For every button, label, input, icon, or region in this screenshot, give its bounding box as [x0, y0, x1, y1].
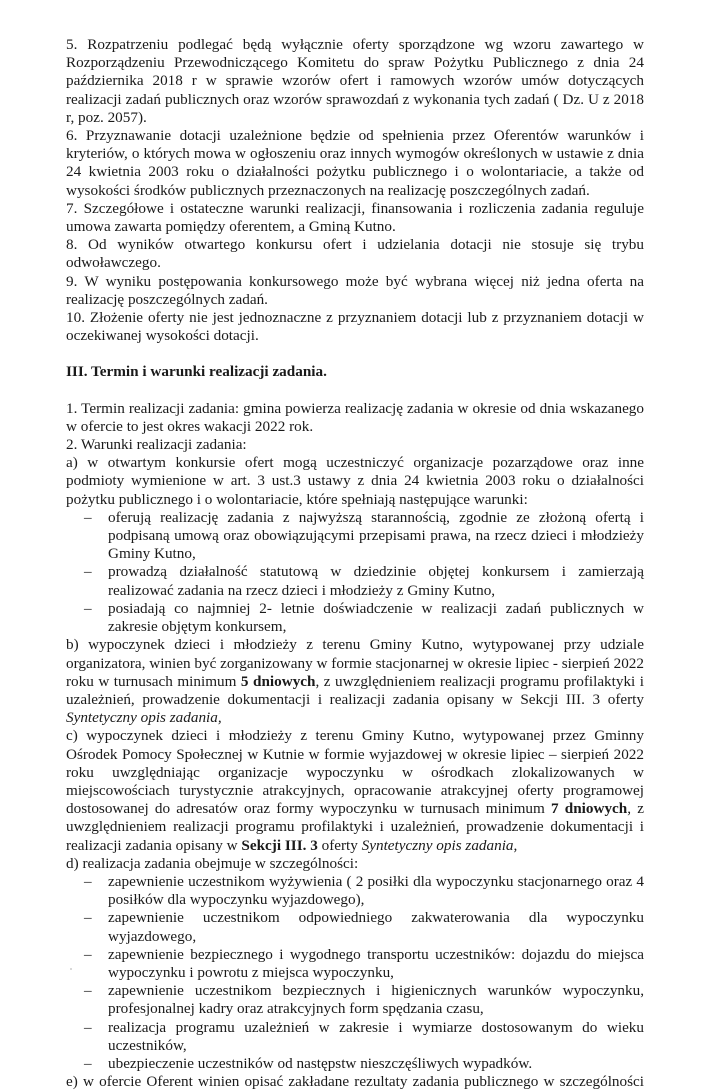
paragraph-9: 9. W wyniku postępowania konkursowego może być wybrana więcej niż jedna oferta na realizację poszczególnych zadań. [66, 272, 644, 308]
paragraph-6: 6. Przyznawanie dotacji uzależnione będzie od spełnienia przez Oferentów warunków i kryteriów, o których mowa w ogłoszeniu oraz innych wymogów określonych w ustawie z dnia 24 kwietnia 2003 roku o działalności pożytku publicznego i o wolontariacie, a także od wysokości środków publicznych przeznaczonych na realizację poszczególnych zadań. [66, 127, 644, 199]
section-heading: III. Termin i warunki realizacji zadania. [66, 363, 327, 381]
paragraph-b: b) wypoczynek dzieci i młodzieży z terenu Gminy Kutno, wytypowanej przy udziale organizatora, winien być zorganizowany w formie stacjonarnej w okresie lipiec - sierpień 2022 roku w turnusach minimum 5 dniowych, z uwzględnieniem realizacji programu profilaktyki i uzależnień, prowadzenie dokumentacji i realizacji zadania opisany w Sekcji III. 3 oferty Syntetyczny opis zadania, [66, 636, 644, 727]
dash-bullet-icon: – [84, 945, 92, 963]
dash-bullet-icon: – [84, 982, 92, 1000]
paragraph-8: 8. Od wyników otwartego konkursu ofert i udzielania dotacji nie stosuje się trybu odwoławczego. [66, 236, 644, 272]
list-d [66, 873, 644, 1073]
list-item: – posiadają co najmniej 2- letnie doświadczenie w realizacji zadań publicznych w zakresie objętym konkursem, [84, 599, 644, 636]
dash-bullet-icon: – [84, 508, 92, 526]
dash-bullet-icon: – [84, 1018, 92, 1036]
list-item: – zapewnienie uczestnikom odpowiedniego zakwaterowania dla wypoczynku wyjazdowego, [84, 909, 644, 945]
dash-bullet-icon: – [84, 872, 92, 890]
list-item: – ubezpieczenie uczestników od następstw nieszczęśliwych wypadków. [84, 1054, 533, 1072]
list-item: – prowadzą działalność statutową w dziedzinie objętej konkursem i zamierzają realizować zadania na rzecz dzieci i młodzieży z Gminy Kutno, [84, 563, 644, 599]
paragraph-5: 5. Rozpatrzeniu podlegać będą wyłącznie oferty sporządzone wg wzoru zawartego w Rozporządzeniu Przewodniczącego Komitetu do spraw Pożytku Publicznego z dnia 24 października 2018 r w sprawie wzorów ofert i ramowych wzorów umów dotyczących realizacji zadań publicznych oraz wzorów sprawozdań z wykonania tych zadań ( Dz. U z 2018 r, poz. 2057). [66, 36, 644, 126]
list-item: – realizacja programu uzależnień w zakresie i wymiarze dostosowanym do wieku uczestników, [84, 1018, 644, 1054]
spacer [66, 382, 644, 400]
paragraph-term: 1. Termin realizacji zadania: gmina powierza realizację zadania w okresie od dnia wskazanego w ofercie to jest okres wakacji 2022 rok. [66, 399, 644, 435]
dash-bullet-icon: – [84, 909, 92, 927]
paragraph-conditions: 2. Warunki realizacji zadania: [66, 436, 247, 454]
list-item: – zapewnienie uczestnikom bezpiecznych i higienicznych warunków wypoczynku, profesjonalnej kadry oraz atrakcyjnych form spędzania czasu, [84, 982, 644, 1018]
paragraph-10: 10. Złożenie oferty nie jest jednoznaczne z przyznaniem dotacji lub z przyznaniem dotacji w oczekiwanej wysokości dotacji. [66, 309, 644, 345]
paragraph-d-intro: d) realizacja zadania obejmuje w szczególności: [66, 854, 359, 872]
list-item: – zapewnienie uczestnikom wyżywienia ( 2 posiłki dla wypoczynku stacjonarnego oraz 4 posiłków dla wypoczynku wyjazdowego), [84, 872, 644, 909]
document-page [66, 36, 644, 1091]
paragraph-7: 7. Szczegółowe i ostateczne warunki realizacji, finansowania i rozliczenia zadania reguluje umowa zawarta pomiędzy oferentem, a Gminą Kutno. [66, 199, 644, 236]
paragraph-a-intro: a) w otwartym konkursie ofert mogą uczestniczyć organizacje pozarządowe oraz inne podmioty wymienione w art. 3 ust.3 ustawy z dnia 24 kwietnia 2003 roku o działalności pożytku publicznego i o wolontariacie, które spełniają następujące warunki: [66, 454, 644, 508]
scan-speck [70, 968, 72, 970]
dash-bullet-icon: – [84, 1054, 92, 1072]
dash-bullet-icon: – [84, 563, 92, 581]
dash-bullet-icon: – [84, 599, 92, 617]
list-item: – oferują realizację zadania z najwyższą starannością, zgodnie ze złożoną ofertą i podpisaną umową oraz obowiązującymi przepisami prawa, na rzecz dzieci i młodzieży Gminy Kutno, [84, 508, 644, 563]
paragraph-e: e) w ofercie Oferent winien opisać zakładane rezultaty zadania publicznego w szczególności [66, 1073, 644, 1091]
list-a [66, 509, 644, 636]
spacer [66, 345, 644, 363]
paragraph-c: c) wypoczynek dzieci i młodzieży z terenu Gminy Kutno, wytypowanej przez Gminny Ośrodek Pomocy Społecznej w Kutnie w formie wyjazdowej w okresie lipiec – sierpień 2022 roku uwzględniając organizacje wypoczynku w ośrodkach zlokalizowanych w miejscowościach turystycznie atrakcyjnych, opracowanie atrakcyjnej oferty programowej dostosowanej do adresatów oraz formy wypoczynku w turnusach minimum 7 dniowych, z uwzględnieniem realizacji programu profilaktyki i uzależnień, prowadzenie dokumentacji i realizacji zadania opisany w Sekcji III. 3 oferty Syntetyczny opis zadania, [66, 727, 644, 854]
list-item: – zapewnienie bezpiecznego i wygodnego transportu uczestników: dojazdu do miejsca wypoczynku i powrotu z miejsca wypoczynku, [84, 945, 644, 981]
